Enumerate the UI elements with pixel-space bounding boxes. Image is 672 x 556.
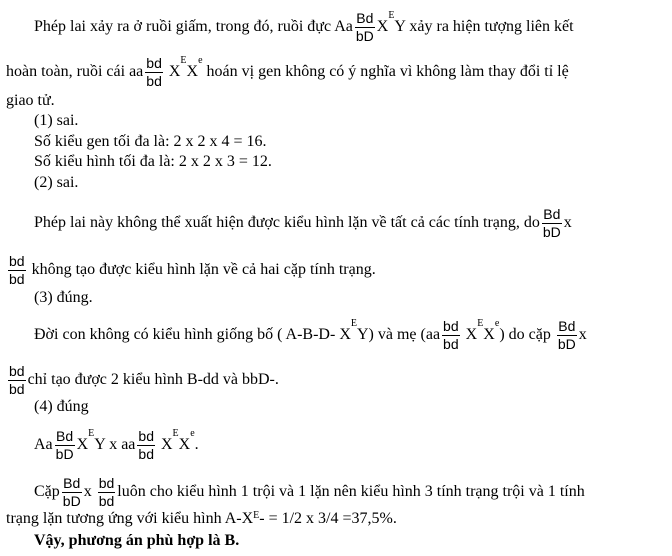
fraction-Bd-bD: $\frac{Bd}{bD}$ — [55, 428, 74, 462]
section-1-heading: (1) sai. — [34, 112, 79, 129]
section-3-line-2: $\frac{bd}{bd}$ chỉ tạo được 2 kiểu hình B-dd và bbD-. — [9, 363, 279, 397]
section-2-line-2: $\frac{bd}{bd}$ không tạo được kiểu hình lặn về cả hai cặp tính trạng. — [9, 253, 376, 287]
fraction-bd-bd: $\frac{bd}{bd}$ — [98, 475, 115, 509]
fraction-Bd-bD: $\frac{Bd}{bD}$ — [62, 475, 81, 509]
final-answer: Vậy, phương án phù hợp là B. — [34, 532, 240, 549]
section-1-genotype-count: Số kiểu gen tối đa là: 2 x 2 x 4 = 16. — [34, 133, 267, 150]
section-4-pair-line: Cặp $\frac{Bd}{bD}$ x $\frac{bd}{bd}$ luôn cho kiểu hình 1 trội và 1 lặn nên kiểu hình 3 tính trạng trội và 1 tính — [34, 475, 585, 509]
fraction-bd-bd: $\frac{bd}{bd}$ — [9, 253, 25, 287]
fraction-bd-bd: $\frac{bd}{bd}$ — [9, 363, 25, 397]
paragraph-intro-line-2: hoàn toàn, ruồi cái aa $\frac{bd}{bd}$ $X^EXe$ hoán vị gen không có ý nghĩa vì không làm thay đổi tỉ lệ — [6, 55, 569, 89]
fraction-Bd-bD: $\frac{Bd}{bD}$ — [355, 10, 374, 44]
section-4-heading: (4) đúng — [34, 398, 89, 415]
paragraph-intro-line-1: Phép lai xảy ra ở ruồi giấm, trong đó, ruồi đực Aa $\frac{Bd}{bD}$ $X^EY$ xảy ra hiện tượng liên kết — [34, 10, 574, 44]
section-4-result-line: trạng lặn tương ứng với kiểu hình $A-X^E- = 1/2$ x 3/4 =37,5%. — [6, 510, 397, 527]
fraction-bd-bd: $\frac{bd}{bd}$ — [443, 318, 459, 352]
section-4-cross-formula: Aa $\frac{Bd}{bD}$ $X^EY$ x aa $\frac{bd}{bd}$ $X^EXe$. — [34, 428, 199, 462]
section-2-heading: (2) sai. — [34, 174, 79, 191]
fraction-bd-bd: $\frac{bd}{bd}$ — [146, 55, 162, 89]
fraction-Bd-bD: $\frac{Bd}{bD}$ — [542, 206, 561, 240]
section-3-heading: (3) đúng. — [34, 289, 93, 306]
section-3-line-1: Đời con không có kiểu hình giống bố ( A-B-D- $X^EY$) và mẹ (aa $\frac{bd}{bd}$ $X^EXe$) do cặp $\frac{Bd}{bD}$ x — [34, 318, 587, 352]
section-2-line-1: Phép lai này không thể xuất hiện được kiểu hình lặn về tất cả các tính trạng, do $\frac{Bd}{bD}$ x — [34, 206, 572, 240]
section-1-phenotype-count: Số kiểu hình tối đa là: 2 x 2 x 3 = 12. — [34, 153, 272, 170]
fraction-bd-bd: $\frac{bd}{bd}$ — [138, 428, 154, 462]
paragraph-intro-line-3: giao tử. — [6, 92, 55, 109]
fraction-Bd-bD: $\frac{Bd}{bD}$ — [557, 318, 576, 352]
